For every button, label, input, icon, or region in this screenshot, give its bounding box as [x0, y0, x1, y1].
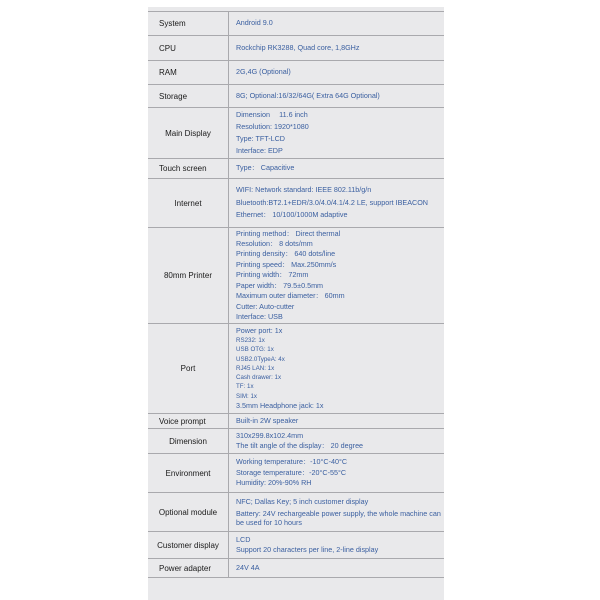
spec-value: Cutter: Auto-cutter: [236, 301, 295, 311]
column-divider: [228, 85, 229, 107]
spec-value: The tilt angle of the display： 20 degree: [236, 441, 364, 450]
spec-row-system: [148, 11, 444, 36]
column-divider: [228, 108, 229, 158]
spec-label-voice-prompt: Voice prompt: [159, 416, 206, 426]
spec-values-system: [236, 12, 442, 35]
spec-values-optional-module: [236, 493, 442, 531]
spec-row-voice-prompt: [148, 414, 444, 429]
spec-row-internet: [148, 179, 444, 228]
spec-row-ram: [148, 61, 444, 85]
spec-label-environment: Environment: [165, 468, 211, 478]
column-divider: [228, 324, 229, 413]
spec-label-optional-module: Optional module: [158, 507, 218, 517]
spec-values-internet: [236, 179, 442, 227]
spec-value: Dimension 11.6 inch: [236, 109, 308, 119]
spec-value: Resolution： 8 dots/mm: [236, 239, 313, 249]
spec-values-storage: [236, 85, 442, 107]
spec-value: Rockchip RK3288, Quad core, 1,8GHz: [236, 42, 360, 52]
spec-values-power-adapter: [236, 559, 442, 577]
spec-row-customer-display: [148, 532, 444, 559]
spec-value: Type: TFT-LCD: [236, 134, 285, 143]
spec-value: Printing density： 640 dots/line: [236, 249, 336, 259]
spec-values-cpu: [236, 36, 442, 60]
column-divider: [228, 179, 229, 227]
spec-value: Storage temperature：-20°C-55°C: [236, 467, 347, 477]
spec-label-customer-display: Customer display: [157, 540, 219, 550]
spec-values-ram: [236, 61, 442, 84]
spec-values-customer-display: [236, 532, 442, 558]
spec-value: Working temperature：-10°C-40°C: [236, 457, 348, 467]
column-divider: [228, 12, 229, 35]
spec-value: Printing speed： Max.250mm/s: [236, 259, 337, 269]
spec-value: Battery: 24V rechargeable power supply, the whole machine can be used for 10 hours: [236, 509, 441, 527]
spec-value: Resolution: 1920*1080: [236, 121, 309, 131]
spec-values-environment: [236, 454, 442, 492]
spec-row-main-display: [148, 108, 444, 159]
spec-value: Ethernet： 10/100/1000M adaptive: [236, 210, 348, 220]
spec-sheet: [148, 7, 444, 600]
spec-value: Printing method： Direct thermal: [236, 228, 341, 238]
spec-values-printer: [236, 228, 442, 323]
spec-value: SIM: 1x: [236, 392, 257, 400]
spec-value: 2G,4G (Optional): [236, 67, 291, 77]
spec-value: Cash drawer: 1x: [236, 374, 282, 382]
spec-value: Bluetooth:BT2.1+EDR/3.0/4.0/4.1/4.2 LE, support IBEACON: [236, 197, 428, 207]
spec-values-touch-screen: [236, 159, 442, 178]
spec-value: WIFI: Network standard: IEEE 802.11b/g/n: [236, 185, 372, 195]
column-divider: [228, 429, 229, 453]
spec-label-storage: Storage: [159, 91, 188, 101]
spec-values-main-display: [236, 108, 442, 158]
column-divider: [228, 454, 229, 492]
spec-value: Paper width： 79.5±0.5mm: [236, 280, 324, 290]
spec-value: Type： Capacitive: [236, 163, 295, 173]
spec-value: Interface: USB: [236, 311, 283, 321]
spec-value: Maximum outer diameter： 60mm: [236, 291, 345, 301]
spec-value: 310x299.8x102.4mm: [236, 430, 304, 440]
spec-label-ram: RAM: [159, 68, 177, 77]
spec-value: Android 9.0: [236, 18, 273, 28]
spec-label-port: Port: [180, 364, 196, 373]
spec-value: RS232: 1x: [236, 336, 265, 344]
spec-value: 24V 4A: [236, 562, 260, 572]
spec-values-port: [236, 324, 442, 413]
column-divider: [228, 36, 229, 60]
spec-value: Interface: EDP: [236, 146, 283, 156]
spec-label-printer: 80mm Printer: [163, 271, 212, 280]
spec-value: Printing width： 72mm: [236, 270, 309, 280]
spec-label-internet: Internet: [174, 198, 202, 208]
spec-row-printer: [148, 228, 444, 324]
spec-label-touch-screen: Touch screen: [159, 164, 207, 173]
spec-value: RJ45 LAN: 1x: [236, 364, 275, 372]
spec-value: Power port: 1x: [236, 325, 283, 335]
spec-row-touch-screen: [148, 159, 444, 179]
column-divider: [228, 559, 229, 577]
spec-value: Support 20 characters per line, 2-line display: [236, 545, 379, 554]
spec-row-environment: [148, 454, 444, 493]
spec-row-optional-module: [148, 493, 444, 532]
column-divider: [228, 414, 229, 428]
spec-value: USB OTG: 1x: [236, 346, 274, 354]
spec-row-cpu: [148, 36, 444, 61]
spec-label-main-display: Main Display: [165, 128, 211, 138]
spec-row-power-adapter: [148, 559, 444, 578]
spec-row-port: [148, 324, 444, 414]
column-divider: [228, 532, 229, 558]
column-divider: [228, 61, 229, 84]
spec-label-system: System: [159, 19, 186, 28]
spec-value: 8G; Optional:16/32/64G( Extra 64G Optional): [236, 90, 380, 100]
spec-value: Humidity: 20%-90% RH: [236, 478, 312, 488]
spec-label-power-adapter: Power adapter: [159, 563, 212, 573]
spec-value: TF: 1x: [236, 383, 254, 391]
spec-row-storage: [148, 85, 444, 108]
spec-label-dimension: Dimension: [169, 436, 207, 446]
spec-row-dimension: [148, 429, 444, 454]
spec-value: 3.5mm Headphone jack: 1x: [236, 401, 324, 411]
column-divider: [228, 228, 229, 323]
spec-value: NFC; Dallas Key; 5 inch customer display: [236, 496, 369, 506]
spec-value: USB2.0TypeA: 4x: [236, 355, 285, 363]
spec-values-voice-prompt: [236, 414, 442, 428]
spec-value: LCD: [236, 534, 251, 544]
spec-values-dimension: [236, 429, 442, 453]
spec-value: Built-in 2W speaker: [236, 415, 299, 425]
spec-label-cpu: CPU: [159, 43, 176, 53]
column-divider: [228, 493, 229, 531]
column-divider: [228, 159, 229, 178]
